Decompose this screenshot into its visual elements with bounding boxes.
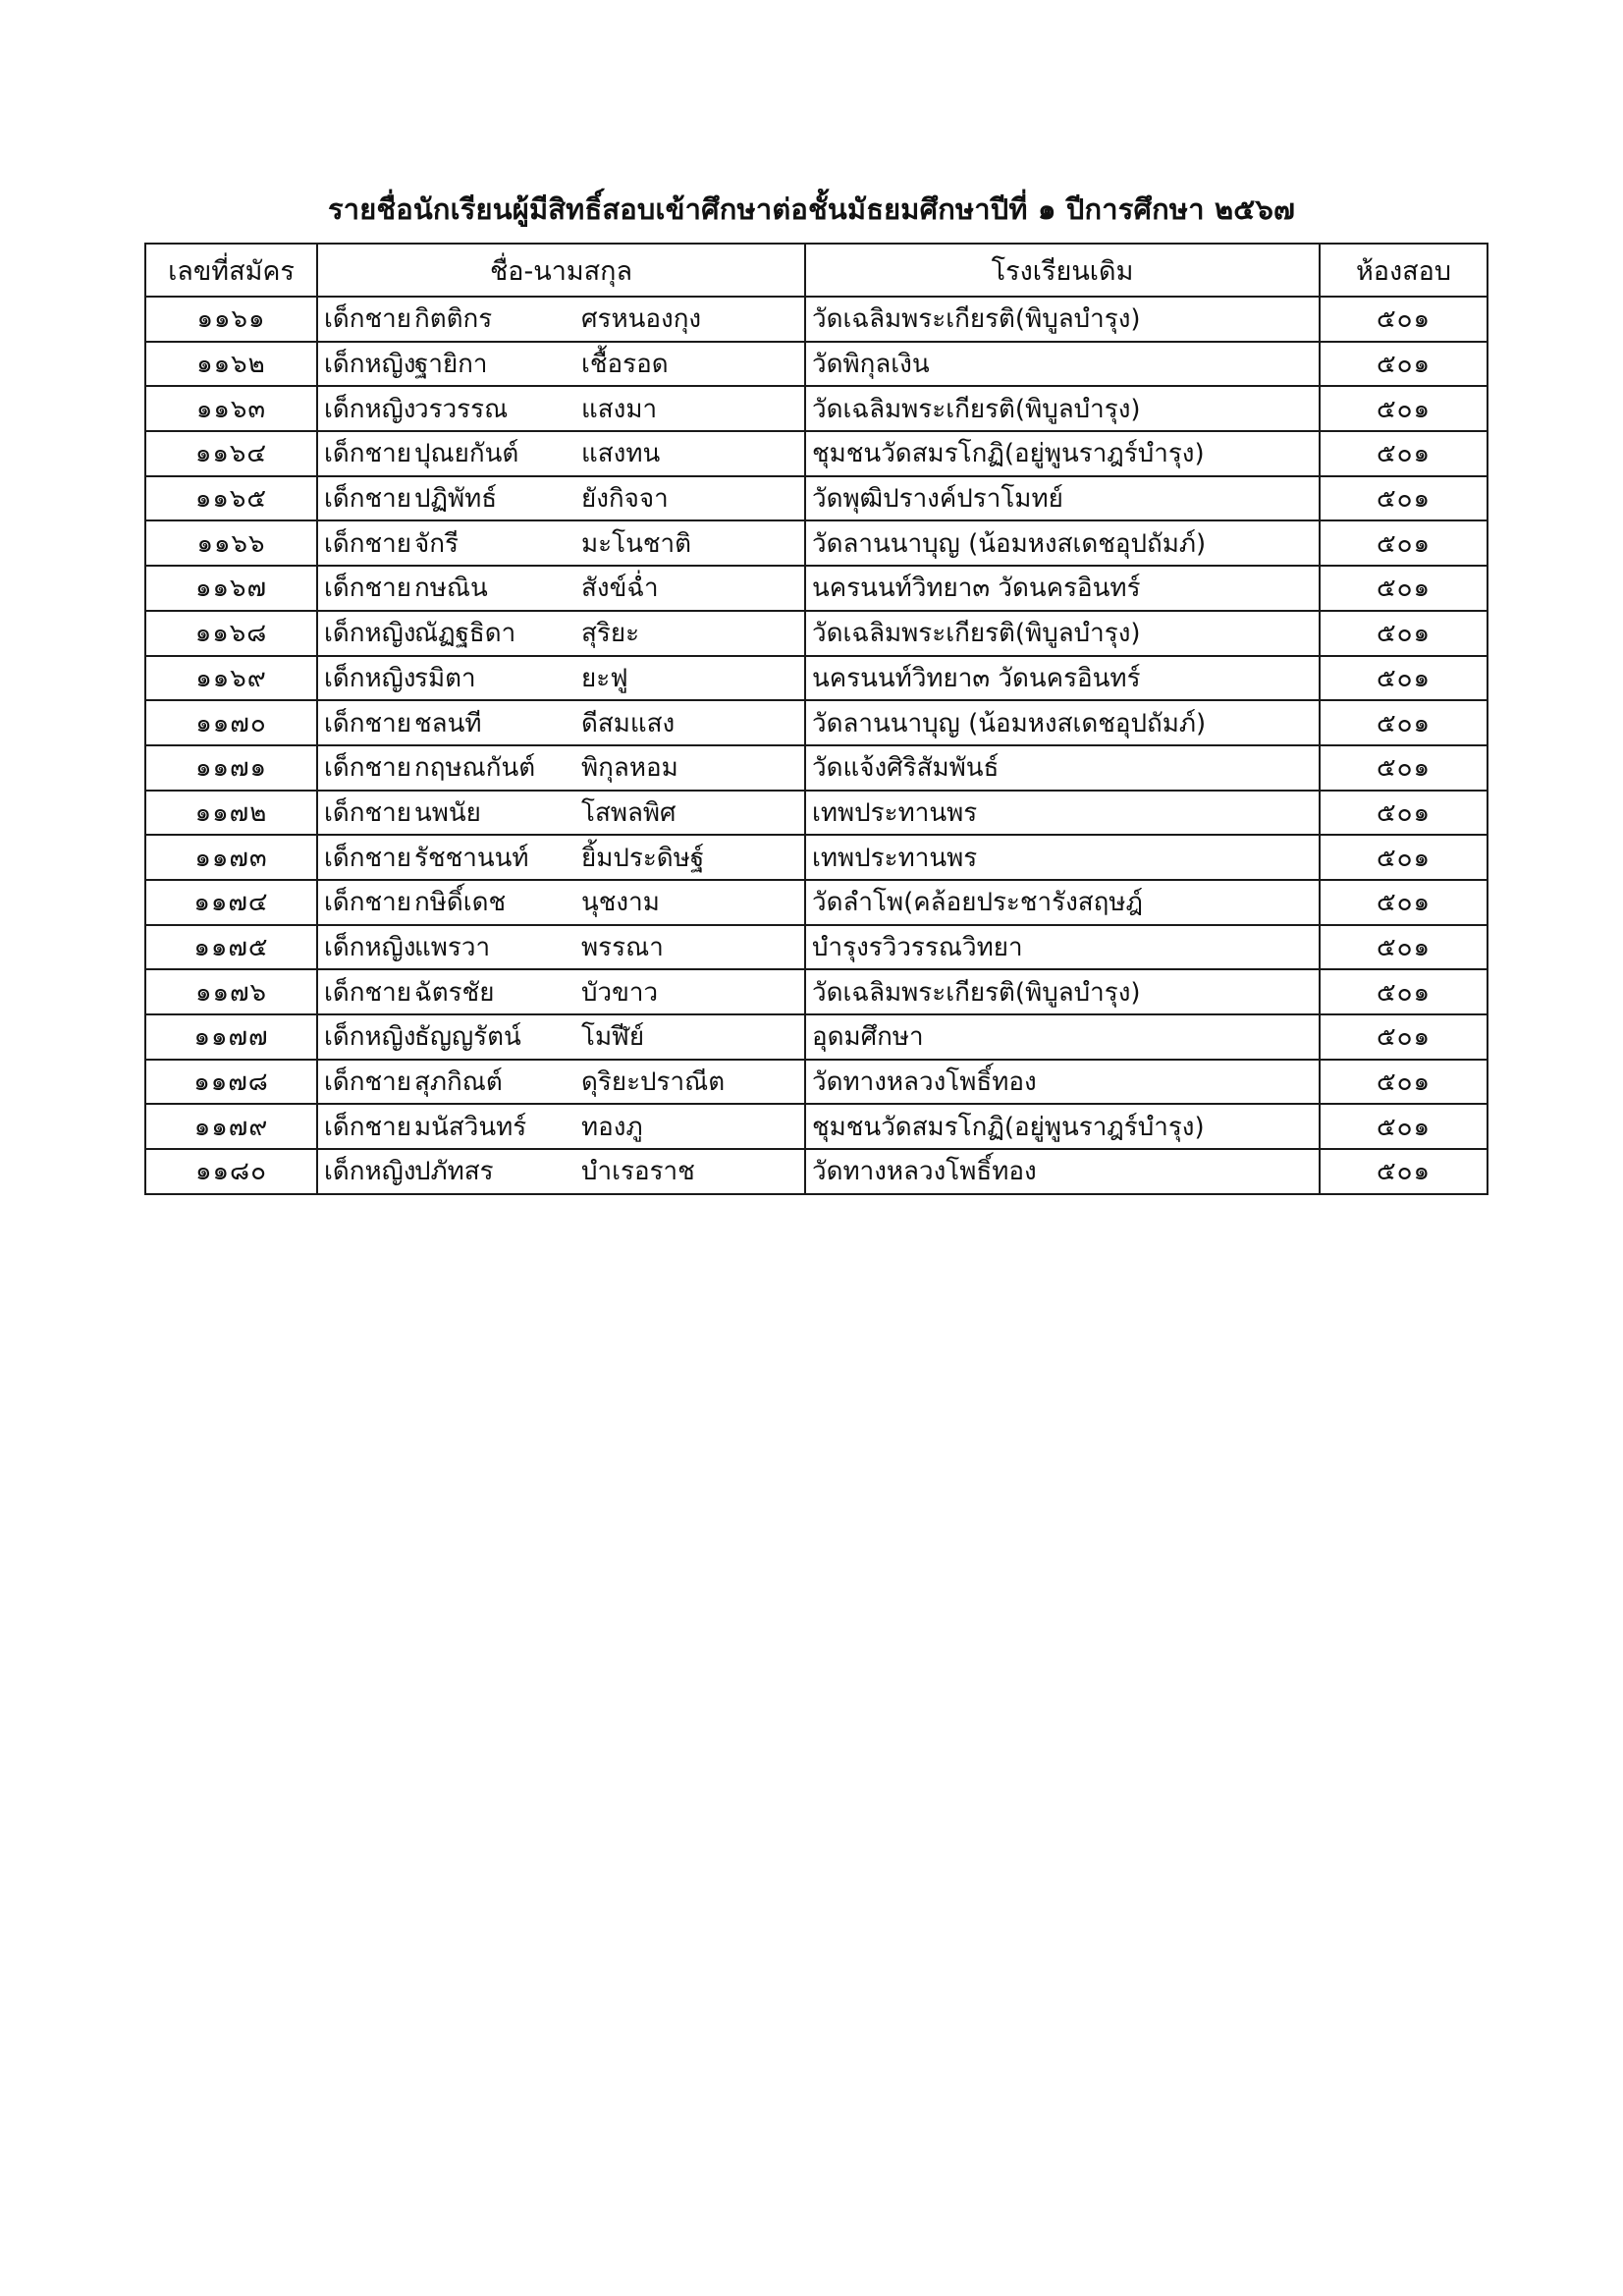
first-name: จักรี bbox=[414, 528, 459, 559]
name-title: เด็กชาย bbox=[324, 888, 411, 918]
exam-room: ๕๐๑ bbox=[1320, 700, 1488, 745]
name-title: เด็กหญิง bbox=[324, 1157, 416, 1187]
application-number: ๑๑๗๔ bbox=[145, 880, 317, 925]
last-name: มะโนชาติ bbox=[581, 528, 691, 559]
student-name bbox=[317, 476, 805, 521]
exam-room: ๕๐๑ bbox=[1320, 342, 1488, 387]
last-name: เชื้อรอด bbox=[581, 350, 669, 380]
exam-room: ๕๐๑ bbox=[1320, 656, 1488, 701]
application-number: ๑๑๖๕ bbox=[145, 476, 317, 521]
exam-room: ๕๐๑ bbox=[1320, 297, 1488, 342]
exam-room: ๕๐๑ bbox=[1320, 611, 1488, 656]
last-name: นุชงาม bbox=[581, 888, 660, 918]
name-title: เด็กหญิง bbox=[324, 619, 416, 649]
table-row bbox=[145, 656, 1488, 701]
student-name bbox=[317, 969, 805, 1014]
previous-school: อุดมศึกษา bbox=[805, 1014, 1320, 1060]
name-title: เด็กชาย bbox=[324, 797, 411, 828]
application-number: ๑๑๖๘ bbox=[145, 611, 317, 656]
first-name: ธัญญรัตน์ bbox=[414, 1022, 521, 1053]
first-name: กษณิน bbox=[414, 574, 488, 604]
name-title: เด็กชาย bbox=[324, 484, 411, 515]
name-title: เด็กชาย bbox=[324, 753, 411, 784]
header-application-no: เลขที่สมัคร bbox=[145, 244, 317, 297]
student-name bbox=[317, 745, 805, 791]
first-name: ณัฏฐธิดา bbox=[414, 619, 516, 649]
application-number: ๑๑๗๖ bbox=[145, 969, 317, 1014]
application-number: ๑๑๖๒ bbox=[145, 342, 317, 387]
student-name bbox=[317, 1014, 805, 1060]
page-title: รายชื่อนักเรียนผู้มีสิทธิ์สอบเข้าศึกษาต่อชั้นมัธยมศึกษาปีที่ ๑ ปีการศึกษา ๒๕๖๗ bbox=[327, 192, 1296, 226]
previous-school: วัดพิกุลเงิน bbox=[805, 342, 1320, 387]
name-title: เด็กชาย bbox=[324, 1112, 411, 1142]
table-body bbox=[145, 297, 1488, 1194]
exam-room: ๕๐๑ bbox=[1320, 791, 1488, 836]
previous-school: เทพประทานพร bbox=[805, 791, 1320, 836]
student-name bbox=[317, 431, 805, 476]
student-name bbox=[317, 386, 805, 431]
exam-room: ๕๐๑ bbox=[1320, 476, 1488, 521]
application-number: ๑๑๖๑ bbox=[145, 297, 317, 342]
previous-school: วัดพุฒิปรางค์ปราโมทย์ bbox=[805, 476, 1320, 521]
table-header-row bbox=[145, 244, 1488, 297]
student-name bbox=[317, 835, 805, 880]
table-row bbox=[145, 1014, 1488, 1060]
student-name bbox=[317, 1104, 805, 1149]
student-name bbox=[317, 297, 805, 342]
exam-room: ๕๐๑ bbox=[1320, 1104, 1488, 1149]
previous-school: วัดลานนาบุญ (น้อมหงสเดชอุปถัมภ์) bbox=[805, 700, 1320, 745]
student-name bbox=[317, 1060, 805, 1105]
student-name bbox=[317, 925, 805, 970]
application-number: ๑๑๗๕ bbox=[145, 925, 317, 970]
name-title: เด็กชาย bbox=[324, 977, 411, 1008]
application-number: ๑๑๖๗ bbox=[145, 566, 317, 611]
name-title: เด็กชาย bbox=[324, 708, 411, 738]
table-row bbox=[145, 745, 1488, 791]
name-title: เด็กชาย bbox=[324, 528, 411, 559]
previous-school: นครนนท์วิทยา๓ วัดนครอินทร์ bbox=[805, 656, 1320, 701]
student-name bbox=[317, 656, 805, 701]
exam-room: ๕๐๑ bbox=[1320, 386, 1488, 431]
name-title: เด็กหญิง bbox=[324, 394, 416, 424]
student-name bbox=[317, 700, 805, 745]
first-name: นพนัย bbox=[414, 797, 481, 828]
student-name bbox=[317, 342, 805, 387]
first-name: กฤษณกันต์ bbox=[414, 753, 536, 784]
table-row bbox=[145, 520, 1488, 566]
table-row bbox=[145, 342, 1488, 387]
header-exam-room: ห้องสอบ bbox=[1320, 244, 1488, 297]
previous-school: วัดเฉลิมพระเกียรติ(พิบูลบำรุง) bbox=[805, 386, 1320, 431]
table-row bbox=[145, 1149, 1488, 1194]
student-name bbox=[317, 880, 805, 925]
last-name: ทองภู bbox=[581, 1112, 643, 1142]
first-name: สุภกิณต์ bbox=[414, 1067, 503, 1098]
table-row bbox=[145, 880, 1488, 925]
table-row bbox=[145, 386, 1488, 431]
last-name: ดีสมแสง bbox=[581, 708, 676, 738]
first-name: กษิดิ์เดช bbox=[414, 888, 507, 918]
name-title: เด็กชาย bbox=[324, 574, 411, 604]
table-row bbox=[145, 835, 1488, 880]
first-name: ปภัทสร bbox=[414, 1157, 494, 1187]
previous-school: นครนนท์วิทยา๓ วัดนครอินทร์ bbox=[805, 566, 1320, 611]
student-name bbox=[317, 611, 805, 656]
exam-room: ๕๐๑ bbox=[1320, 520, 1488, 566]
name-title: เด็กชาย bbox=[324, 1067, 411, 1098]
last-name: ยะฟู bbox=[581, 663, 628, 693]
last-name: แสงทน bbox=[581, 439, 661, 469]
table-row bbox=[145, 1104, 1488, 1149]
table-row bbox=[145, 969, 1488, 1014]
last-name: ยังกิจจา bbox=[581, 484, 669, 515]
last-name: พรรณา bbox=[581, 932, 664, 962]
previous-school: วัดเฉลิมพระเกียรติ(พิบูลบำรุง) bbox=[805, 969, 1320, 1014]
application-number: ๑๑๗๘ bbox=[145, 1060, 317, 1105]
table-row bbox=[145, 431, 1488, 476]
student-name bbox=[317, 566, 805, 611]
previous-school: วัดเฉลิมพระเกียรติ(พิบูลบำรุง) bbox=[805, 297, 1320, 342]
last-name: บำเรอราช bbox=[581, 1157, 695, 1187]
table-row bbox=[145, 791, 1488, 836]
exam-room: ๕๐๑ bbox=[1320, 745, 1488, 791]
header-previous-school: โรงเรียนเดิม bbox=[805, 244, 1320, 297]
student-roster-table bbox=[144, 243, 1488, 1195]
first-name: มนัสวินทร์ bbox=[414, 1112, 527, 1142]
previous-school: วัดเฉลิมพระเกียรติ(พิบูลบำรุง) bbox=[805, 611, 1320, 656]
previous-school: วัดลำโพ(คล้อยประชารังสฤษฎ์ bbox=[805, 880, 1320, 925]
application-number: ๑๑๗๙ bbox=[145, 1104, 317, 1149]
last-name: สังข์ฉ่ำ bbox=[581, 574, 659, 604]
previous-school: ชุมชนวัดสมรโกฏิ(อยู่พูนราฎร์บำรุง) bbox=[805, 1104, 1320, 1149]
exam-room: ๕๐๑ bbox=[1320, 1060, 1488, 1105]
previous-school: วัดทางหลวงโพธิ์ทอง bbox=[805, 1149, 1320, 1194]
table-row bbox=[145, 700, 1488, 745]
student-name bbox=[317, 520, 805, 566]
student-name bbox=[317, 1149, 805, 1194]
previous-school: เทพประทานพร bbox=[805, 835, 1320, 880]
last-name: ดุริยะปราณีต bbox=[581, 1067, 726, 1098]
table-row bbox=[145, 566, 1488, 611]
table-row bbox=[145, 297, 1488, 342]
header-full-name: ชื่อ-นามสกุล bbox=[317, 244, 805, 297]
table-row bbox=[145, 925, 1488, 970]
exam-room: ๕๐๑ bbox=[1320, 835, 1488, 880]
previous-school: วัดทางหลวงโพธิ์ทอง bbox=[805, 1060, 1320, 1105]
exam-room: ๕๐๑ bbox=[1320, 880, 1488, 925]
exam-room: ๕๐๑ bbox=[1320, 1014, 1488, 1060]
last-name: สุริยะ bbox=[581, 619, 640, 649]
student-name bbox=[317, 791, 805, 836]
previous-school: วัดแจ้งศิริสัมพันธ์ bbox=[805, 745, 1320, 791]
application-number: ๑๑๖๔ bbox=[145, 431, 317, 476]
last-name: พิกุลหอม bbox=[581, 753, 678, 784]
application-number: ๑๑๖๖ bbox=[145, 520, 317, 566]
previous-school: บำรุงรวิวรรณวิทยา bbox=[805, 925, 1320, 970]
first-name: ชลนที bbox=[414, 708, 482, 738]
name-title: เด็กชาย bbox=[324, 304, 411, 335]
name-title: เด็กหญิง bbox=[324, 663, 416, 693]
exam-room: ๕๐๑ bbox=[1320, 969, 1488, 1014]
first-name: รมิตา bbox=[414, 663, 476, 693]
last-name: ยิ้มประดิษฐ์ bbox=[581, 843, 705, 873]
exam-room: ๕๐๑ bbox=[1320, 431, 1488, 476]
application-number: ๑๑๗๐ bbox=[145, 700, 317, 745]
last-name: แสงมา bbox=[581, 394, 658, 424]
last-name: ศรหนองกุง bbox=[581, 304, 702, 335]
previous-school: วัดลานนาบุญ (น้อมหงสเดชอุปถัมภ์) bbox=[805, 520, 1320, 566]
name-title: เด็กหญิง bbox=[324, 932, 416, 962]
exam-room: ๕๐๑ bbox=[1320, 925, 1488, 970]
last-name: บัวขาว bbox=[581, 977, 659, 1008]
name-title: เด็กชาย bbox=[324, 843, 411, 873]
application-number: ๑๑๗๓ bbox=[145, 835, 317, 880]
application-number: ๑๑๖๙ bbox=[145, 656, 317, 701]
application-number: ๑๑๗๗ bbox=[145, 1014, 317, 1060]
name-title: เด็กหญิง bbox=[324, 350, 416, 380]
exam-room: ๕๐๑ bbox=[1320, 1149, 1488, 1194]
first-name: ปฏิพัทธ์ bbox=[414, 484, 498, 515]
first-name: ฉัตรชัย bbox=[414, 977, 495, 1008]
first-name: ฐายิกา bbox=[414, 350, 488, 380]
exam-room: ๕๐๑ bbox=[1320, 566, 1488, 611]
first-name: ปุณยกันต์ bbox=[414, 439, 519, 469]
table-row bbox=[145, 611, 1488, 656]
table-row bbox=[145, 476, 1488, 521]
last-name: โมฬีย์ bbox=[581, 1022, 645, 1053]
table-row bbox=[145, 1060, 1488, 1105]
name-title: เด็กชาย bbox=[324, 439, 411, 469]
first-name: วรวรรณ bbox=[414, 394, 509, 424]
application-number: ๑๑๖๓ bbox=[145, 386, 317, 431]
name-title: เด็กหญิง bbox=[324, 1022, 416, 1053]
previous-school: ชุมชนวัดสมรโกฏิ(อยู่พูนราฎร์บำรุง) bbox=[805, 431, 1320, 476]
application-number: ๑๑๗๑ bbox=[145, 745, 317, 791]
last-name: โสพลพิศ bbox=[581, 797, 676, 828]
first-name: กิตติกร bbox=[414, 304, 493, 335]
application-number: ๑๑๘๐ bbox=[145, 1149, 317, 1194]
first-name: รัชชานนท์ bbox=[414, 843, 529, 873]
application-number: ๑๑๗๒ bbox=[145, 791, 317, 836]
first-name: แพรวา bbox=[414, 932, 491, 962]
